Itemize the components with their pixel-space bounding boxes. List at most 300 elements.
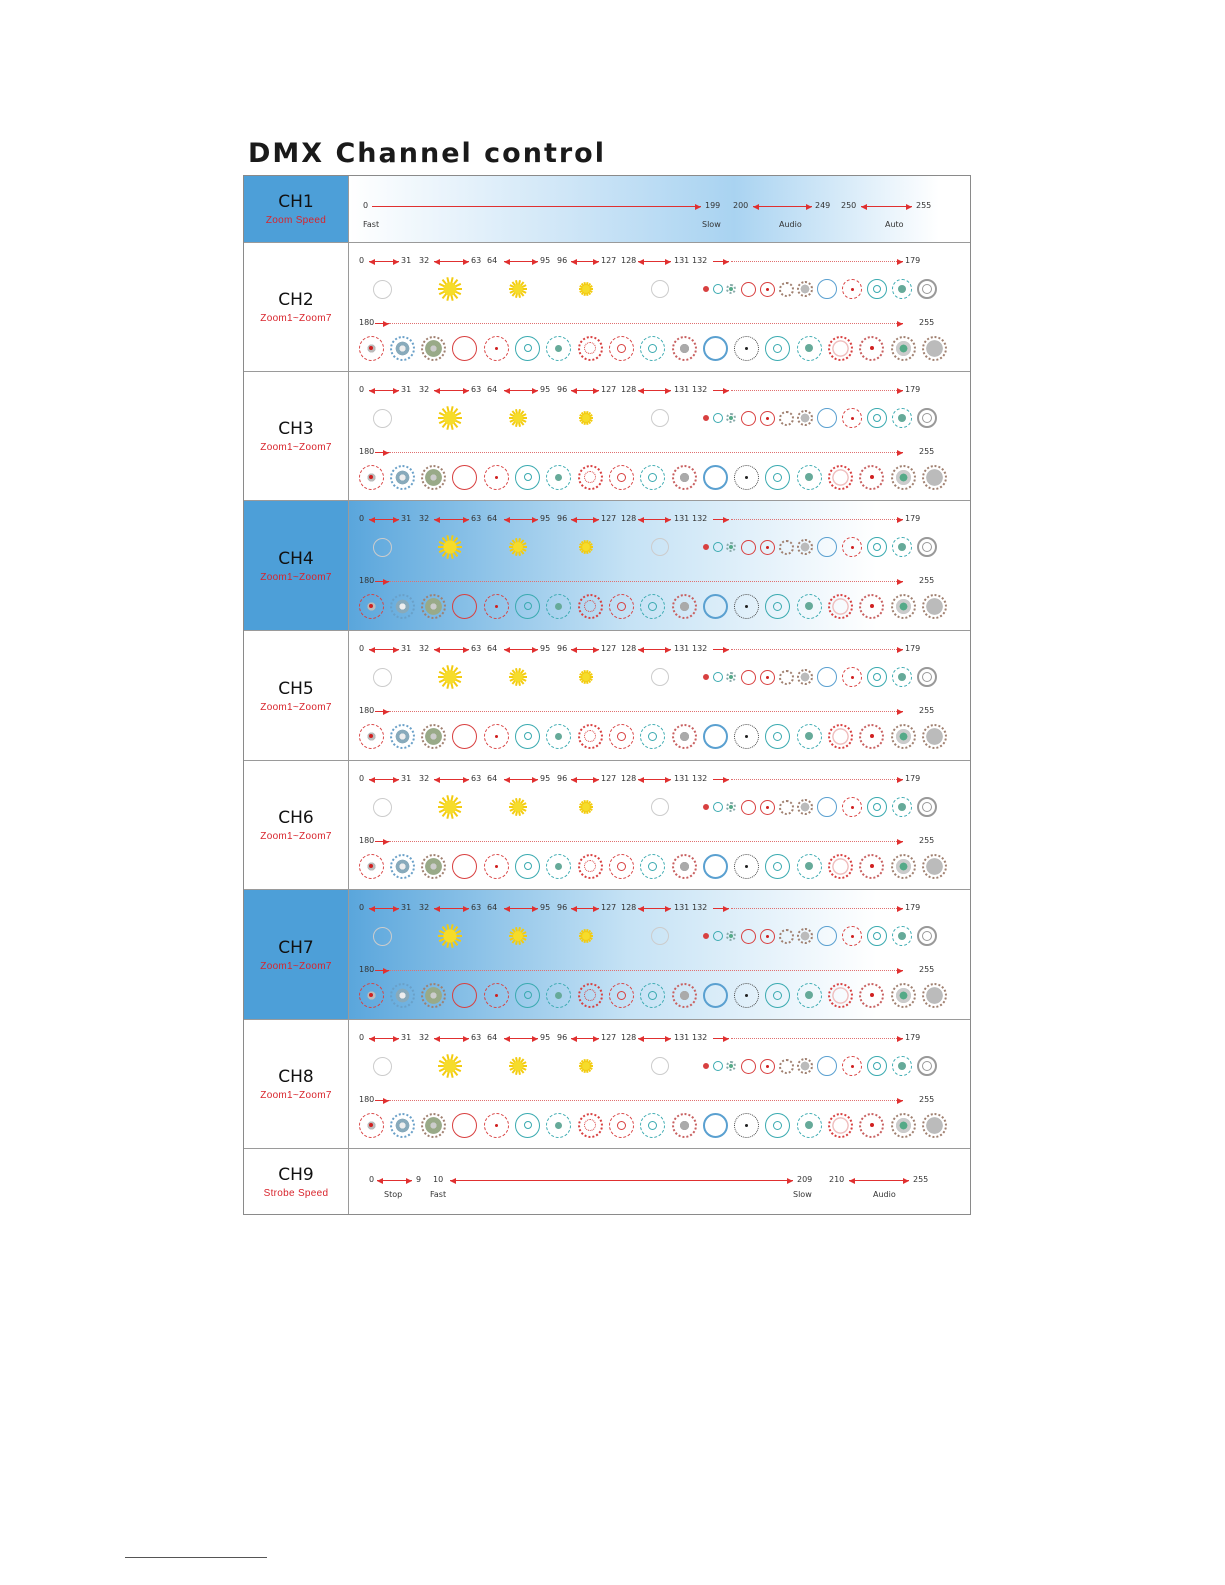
pattern-center bbox=[898, 543, 906, 551]
pattern-icon bbox=[892, 537, 912, 557]
arrow-head-right bbox=[665, 517, 671, 523]
pattern-icon bbox=[765, 1113, 790, 1138]
sun-pattern-icon bbox=[435, 662, 465, 692]
value-label: 32 bbox=[419, 774, 430, 783]
value-label: 128 bbox=[621, 903, 637, 912]
channel-function: Zoom1~Zoom7 bbox=[260, 960, 332, 972]
value-label: 96 bbox=[557, 644, 568, 653]
pattern-icon bbox=[760, 670, 775, 685]
value-label: 127 bbox=[601, 385, 617, 394]
pattern-icon bbox=[703, 1113, 728, 1138]
range-dotted-line bbox=[731, 1038, 897, 1039]
range-dotted-line bbox=[731, 390, 897, 391]
pattern-center bbox=[870, 734, 874, 738]
pattern-icon bbox=[359, 336, 384, 361]
range-arrow-line bbox=[861, 206, 912, 207]
value-label: 64 bbox=[487, 644, 498, 653]
value-label: 0 bbox=[359, 774, 365, 783]
pattern-center bbox=[745, 994, 748, 997]
sun-pattern-icon bbox=[576, 279, 596, 299]
arrow-head-right bbox=[897, 968, 903, 974]
pattern-center bbox=[495, 347, 498, 350]
value-label: 31 bbox=[401, 385, 412, 394]
pattern-center bbox=[805, 1121, 813, 1129]
channel-content bbox=[349, 243, 970, 371]
value-label: 32 bbox=[419, 514, 430, 523]
arrow-head-right bbox=[463, 1036, 469, 1042]
pattern-center bbox=[745, 476, 748, 479]
value-label: 32 bbox=[419, 385, 430, 394]
value-label: 200 bbox=[733, 201, 749, 210]
arrow-head-right bbox=[665, 259, 671, 265]
pattern-icon bbox=[484, 465, 509, 490]
pattern-center bbox=[555, 603, 562, 610]
arrow-head-right bbox=[897, 777, 903, 783]
pattern-icon bbox=[797, 410, 813, 426]
pattern-icon bbox=[817, 408, 837, 428]
value-label: 31 bbox=[401, 774, 412, 783]
arrow-head-left bbox=[434, 388, 440, 394]
pattern-center bbox=[870, 604, 874, 608]
pattern-center bbox=[851, 676, 854, 679]
channel-label bbox=[244, 1149, 349, 1214]
pattern-center bbox=[555, 345, 562, 352]
pattern-icon bbox=[842, 926, 862, 946]
pattern-icon bbox=[779, 670, 794, 685]
arrow-head-right bbox=[723, 647, 729, 653]
value-label: 132 bbox=[692, 774, 708, 783]
pattern-center bbox=[648, 344, 657, 353]
channel-name: CH5 bbox=[278, 678, 314, 699]
pattern-icon bbox=[713, 542, 723, 552]
channel-content bbox=[349, 372, 970, 500]
channel-name: CH6 bbox=[278, 808, 314, 828]
arrow-head-left bbox=[571, 1036, 577, 1042]
value-label: 131 bbox=[674, 903, 690, 912]
arrow-head-right bbox=[897, 259, 903, 265]
arrow-head-right bbox=[897, 321, 903, 327]
pattern-icon bbox=[373, 798, 392, 817]
pattern-icon bbox=[515, 336, 540, 361]
range-dotted-line bbox=[389, 323, 897, 324]
pattern-icon bbox=[797, 928, 813, 944]
pattern-icon bbox=[765, 336, 790, 361]
pattern-icon bbox=[609, 854, 634, 879]
pattern-icon bbox=[421, 1113, 446, 1138]
pattern-icon bbox=[765, 854, 790, 879]
channel-label bbox=[244, 176, 349, 242]
arrow-head-left bbox=[369, 647, 375, 653]
pattern-center bbox=[766, 1065, 769, 1068]
pattern-center bbox=[524, 862, 532, 870]
pattern-icon bbox=[922, 983, 947, 1008]
arrow-head-right bbox=[593, 647, 599, 653]
pattern-icon bbox=[892, 408, 912, 428]
pattern-icon bbox=[922, 724, 947, 749]
value-label: 64 bbox=[487, 903, 498, 912]
arrow-head-right bbox=[532, 259, 538, 265]
arrow-head-right bbox=[806, 204, 812, 210]
pattern-icon bbox=[578, 724, 603, 749]
pattern-center bbox=[745, 347, 748, 350]
arrow-head-right bbox=[897, 709, 903, 715]
pattern-icon bbox=[651, 668, 669, 686]
arrow-head-right bbox=[463, 259, 469, 265]
sun-pattern-icon bbox=[576, 926, 596, 946]
arrow-head-left bbox=[434, 1036, 440, 1042]
channel-label bbox=[244, 243, 349, 371]
arrow-head-right bbox=[897, 450, 903, 456]
sun-pattern-icon bbox=[435, 792, 465, 822]
pattern-center bbox=[870, 1123, 874, 1127]
value-label: 255 bbox=[919, 1095, 935, 1104]
pattern-icon bbox=[452, 465, 477, 490]
pattern-icon bbox=[672, 594, 697, 619]
pattern-center bbox=[922, 931, 932, 941]
pattern-icon bbox=[651, 1057, 669, 1075]
pattern-center bbox=[922, 284, 932, 294]
pattern-icon bbox=[891, 1113, 916, 1138]
arrow-head-right bbox=[393, 517, 399, 523]
arrow-head-right bbox=[393, 1036, 399, 1042]
arrow-head-right bbox=[897, 517, 903, 523]
pattern-icon bbox=[892, 797, 912, 817]
pattern-icon bbox=[891, 983, 916, 1008]
value-label: 64 bbox=[487, 1033, 498, 1042]
arrow-head-left bbox=[861, 204, 867, 210]
pattern-icon bbox=[817, 537, 837, 557]
value-label: 95 bbox=[540, 644, 551, 653]
value-label: 179 bbox=[905, 256, 921, 265]
value-label: 31 bbox=[401, 1033, 412, 1042]
value-label: 249 bbox=[815, 201, 831, 210]
pattern-icon bbox=[741, 929, 756, 944]
pattern-icon bbox=[734, 724, 759, 749]
pattern-icon bbox=[779, 282, 794, 297]
pattern-icon bbox=[390, 983, 415, 1008]
pattern-icon bbox=[546, 336, 571, 361]
pattern-icon bbox=[373, 538, 392, 557]
channel-function: Zoom1~Zoom7 bbox=[260, 701, 332, 713]
pattern-center bbox=[873, 543, 881, 551]
pattern-center bbox=[851, 935, 854, 938]
arrow-head-right bbox=[532, 1036, 538, 1042]
arrow-head-right bbox=[593, 259, 599, 265]
pattern-icon bbox=[867, 926, 887, 946]
arrow-head-left bbox=[369, 1036, 375, 1042]
pattern-icon bbox=[390, 594, 415, 619]
value-label: 32 bbox=[419, 256, 430, 265]
arrow-head-left bbox=[504, 647, 510, 653]
pattern-icon bbox=[760, 411, 775, 426]
pattern-icon bbox=[842, 1056, 862, 1076]
arrow-head-right bbox=[897, 1036, 903, 1042]
pattern-icon bbox=[797, 281, 813, 297]
value-label: 95 bbox=[540, 774, 551, 783]
value-label: 199 bbox=[705, 201, 721, 210]
pattern-icon bbox=[359, 1113, 384, 1138]
pattern-icon bbox=[546, 594, 571, 619]
value-label: 128 bbox=[621, 774, 637, 783]
pattern-icon bbox=[640, 1113, 665, 1138]
value-label: 180 bbox=[359, 447, 375, 456]
sun-pattern-icon bbox=[576, 408, 596, 428]
pattern-icon bbox=[546, 724, 571, 749]
pattern-center bbox=[648, 602, 657, 611]
arrow-head-right bbox=[532, 388, 538, 394]
range-label: Slow bbox=[793, 1190, 812, 1199]
pattern-center bbox=[369, 993, 373, 997]
value-label: 63 bbox=[471, 774, 482, 783]
sun-pattern-icon bbox=[506, 795, 530, 819]
value-label: 0 bbox=[369, 1175, 375, 1184]
pattern-icon bbox=[546, 854, 571, 879]
pattern-center bbox=[369, 1123, 373, 1127]
arrow-head-right bbox=[406, 1178, 412, 1184]
pattern-icon bbox=[765, 983, 790, 1008]
range-label: Stop bbox=[384, 1190, 403, 1199]
pattern-icon bbox=[452, 724, 477, 749]
pattern-center bbox=[851, 546, 854, 549]
range-dotted-line bbox=[731, 261, 897, 262]
pattern-icon bbox=[741, 670, 756, 685]
pattern-icon bbox=[842, 797, 862, 817]
pattern-icon bbox=[891, 336, 916, 361]
value-label: 96 bbox=[557, 385, 568, 394]
pattern-icon bbox=[726, 672, 736, 682]
arrow-head-right bbox=[383, 321, 389, 327]
pattern-icon bbox=[828, 854, 853, 879]
value-label: 96 bbox=[557, 514, 568, 523]
value-label: 131 bbox=[674, 644, 690, 653]
value-label: 32 bbox=[419, 644, 430, 653]
sun-pattern-icon bbox=[435, 532, 465, 562]
pattern-icon bbox=[421, 465, 446, 490]
sun-pattern-icon bbox=[576, 667, 596, 687]
pattern-icon bbox=[765, 465, 790, 490]
channel-function: Zoom1~Zoom7 bbox=[260, 1090, 332, 1101]
channel-content bbox=[349, 176, 970, 242]
pattern-icon bbox=[741, 282, 756, 297]
pattern-center bbox=[773, 991, 782, 1000]
value-label: 127 bbox=[601, 514, 617, 523]
arrow-head-left bbox=[504, 906, 510, 912]
pattern-center bbox=[495, 605, 498, 608]
pattern-icon bbox=[578, 983, 603, 1008]
pattern-center bbox=[873, 414, 881, 422]
channel-name: CH7 bbox=[278, 937, 314, 958]
arrow-head-left bbox=[504, 259, 510, 265]
pattern-center bbox=[617, 991, 626, 1000]
dmx-channel-table bbox=[243, 175, 971, 1215]
channel-label bbox=[244, 372, 349, 500]
pattern-center bbox=[369, 346, 373, 350]
pattern-icon bbox=[484, 983, 509, 1008]
sun-pattern-icon bbox=[506, 277, 530, 301]
value-label: 64 bbox=[487, 256, 498, 265]
arrow-head-right bbox=[903, 1178, 909, 1184]
sun-pattern-icon bbox=[506, 535, 530, 559]
pattern-center bbox=[555, 863, 562, 870]
sun-pattern-icon bbox=[435, 403, 465, 433]
pattern-center bbox=[873, 673, 881, 681]
pattern-icon bbox=[734, 1113, 759, 1138]
pattern-center bbox=[745, 735, 748, 738]
pattern-icon bbox=[892, 1056, 912, 1076]
pattern-icon bbox=[828, 983, 853, 1008]
range-label: Slow bbox=[702, 220, 721, 229]
arrow-head-right bbox=[393, 777, 399, 783]
value-label: 9 bbox=[416, 1175, 422, 1184]
sun-pattern-icon bbox=[506, 1054, 530, 1078]
value-label: 255 bbox=[919, 836, 935, 845]
arrow-head-left bbox=[369, 388, 375, 394]
channel-label bbox=[244, 890, 349, 1019]
arrow-head-left bbox=[638, 259, 644, 265]
pattern-icon bbox=[734, 983, 759, 1008]
value-label: 179 bbox=[905, 385, 921, 394]
channel-content bbox=[349, 890, 970, 1019]
pattern-icon bbox=[828, 594, 853, 619]
pattern-center bbox=[584, 471, 596, 483]
arrow-head-right bbox=[723, 517, 729, 523]
value-label: 255 bbox=[913, 1175, 929, 1184]
pattern-icon bbox=[703, 594, 728, 619]
pattern-icon bbox=[726, 802, 736, 812]
range-dotted-line bbox=[389, 970, 897, 971]
pattern-center bbox=[555, 992, 562, 999]
pattern-center bbox=[495, 865, 498, 868]
pattern-icon bbox=[703, 465, 728, 490]
value-label: 0 bbox=[359, 903, 365, 912]
pattern-icon bbox=[515, 983, 540, 1008]
pattern-icon bbox=[640, 724, 665, 749]
channel-row-3 bbox=[244, 372, 970, 501]
pattern-icon bbox=[726, 1061, 736, 1071]
pattern-icon bbox=[640, 465, 665, 490]
pattern-icon bbox=[797, 854, 822, 879]
pattern-icon bbox=[734, 336, 759, 361]
arrow-head-right bbox=[383, 1098, 389, 1104]
pattern-icon bbox=[760, 282, 775, 297]
arrow-head-right bbox=[723, 388, 729, 394]
pattern-center bbox=[524, 602, 532, 610]
arrow-head-right bbox=[393, 647, 399, 653]
pattern-icon bbox=[421, 854, 446, 879]
arrow-head-right bbox=[593, 777, 599, 783]
pattern-icon bbox=[703, 854, 728, 879]
channel-name: CH2 bbox=[278, 290, 314, 310]
pattern-center bbox=[555, 1122, 562, 1129]
pattern-center bbox=[495, 1124, 498, 1127]
sun-pattern-icon bbox=[435, 921, 465, 951]
arrow-head-right bbox=[723, 1036, 729, 1042]
pattern-icon bbox=[867, 279, 887, 299]
pattern-center bbox=[898, 1062, 906, 1070]
pattern-center bbox=[617, 1121, 626, 1130]
value-label: 96 bbox=[557, 774, 568, 783]
pattern-icon bbox=[515, 594, 540, 619]
value-label: 210 bbox=[829, 1175, 845, 1184]
value-label: 31 bbox=[401, 514, 412, 523]
pattern-icon bbox=[741, 540, 756, 555]
arrow-head-left bbox=[369, 777, 375, 783]
pattern-icon bbox=[741, 800, 756, 815]
pattern-icon bbox=[892, 279, 912, 299]
arrow-head-right bbox=[593, 388, 599, 394]
pattern-center bbox=[729, 545, 733, 549]
pattern-icon bbox=[867, 797, 887, 817]
pattern-center bbox=[524, 1121, 532, 1129]
pattern-center bbox=[648, 862, 657, 871]
pattern-center bbox=[773, 473, 782, 482]
value-label: 180 bbox=[359, 836, 375, 845]
value-label: 132 bbox=[692, 1033, 708, 1042]
pattern-center bbox=[898, 932, 906, 940]
pattern-icon bbox=[421, 724, 446, 749]
pattern-icon bbox=[484, 854, 509, 879]
pattern-icon bbox=[578, 1113, 603, 1138]
pattern-center bbox=[773, 732, 782, 741]
channel-row-7 bbox=[244, 890, 970, 1020]
arrow-head-left bbox=[434, 259, 440, 265]
channel-row-4 bbox=[244, 501, 970, 631]
arrow-head-right bbox=[383, 968, 389, 974]
pattern-center bbox=[805, 862, 813, 870]
pattern-icon bbox=[546, 1113, 571, 1138]
footer-rule bbox=[125, 1557, 267, 1558]
value-label: 63 bbox=[471, 514, 482, 523]
pattern-center bbox=[922, 672, 932, 682]
pattern-icon bbox=[515, 465, 540, 490]
pattern-icon bbox=[640, 336, 665, 361]
arrow-head-right bbox=[665, 777, 671, 783]
pattern-icon bbox=[867, 1056, 887, 1076]
range-arrow-line bbox=[450, 1180, 793, 1181]
pattern-icon bbox=[703, 983, 728, 1008]
channel-function: Zoom1~Zoom7 bbox=[260, 571, 332, 583]
pattern-icon bbox=[484, 594, 509, 619]
arrow-head-right bbox=[897, 388, 903, 394]
sun-pattern-icon bbox=[576, 797, 596, 817]
pattern-icon bbox=[609, 594, 634, 619]
pattern-icon bbox=[390, 1113, 415, 1138]
pattern-icon bbox=[859, 465, 884, 490]
range-label: Fast bbox=[363, 220, 380, 229]
pattern-center bbox=[745, 605, 748, 608]
pattern-icon bbox=[726, 542, 736, 552]
pattern-center bbox=[773, 862, 782, 871]
channel-content bbox=[349, 1020, 970, 1148]
pattern-icon bbox=[797, 539, 813, 555]
pattern-icon bbox=[672, 724, 697, 749]
pattern-center bbox=[898, 285, 906, 293]
pattern-center bbox=[805, 602, 813, 610]
pattern-center bbox=[495, 994, 498, 997]
value-label: 64 bbox=[487, 774, 498, 783]
value-label: 180 bbox=[359, 576, 375, 585]
pattern-center bbox=[766, 546, 769, 549]
arrow-head-left bbox=[450, 1178, 456, 1184]
channel-label bbox=[244, 1020, 349, 1148]
pattern-icon bbox=[421, 336, 446, 361]
pattern-icon bbox=[515, 1113, 540, 1138]
pattern-center bbox=[584, 342, 596, 354]
value-label: 95 bbox=[540, 903, 551, 912]
pattern-icon bbox=[713, 672, 723, 682]
pattern-icon bbox=[373, 280, 392, 299]
range-arrow-line bbox=[753, 206, 812, 207]
